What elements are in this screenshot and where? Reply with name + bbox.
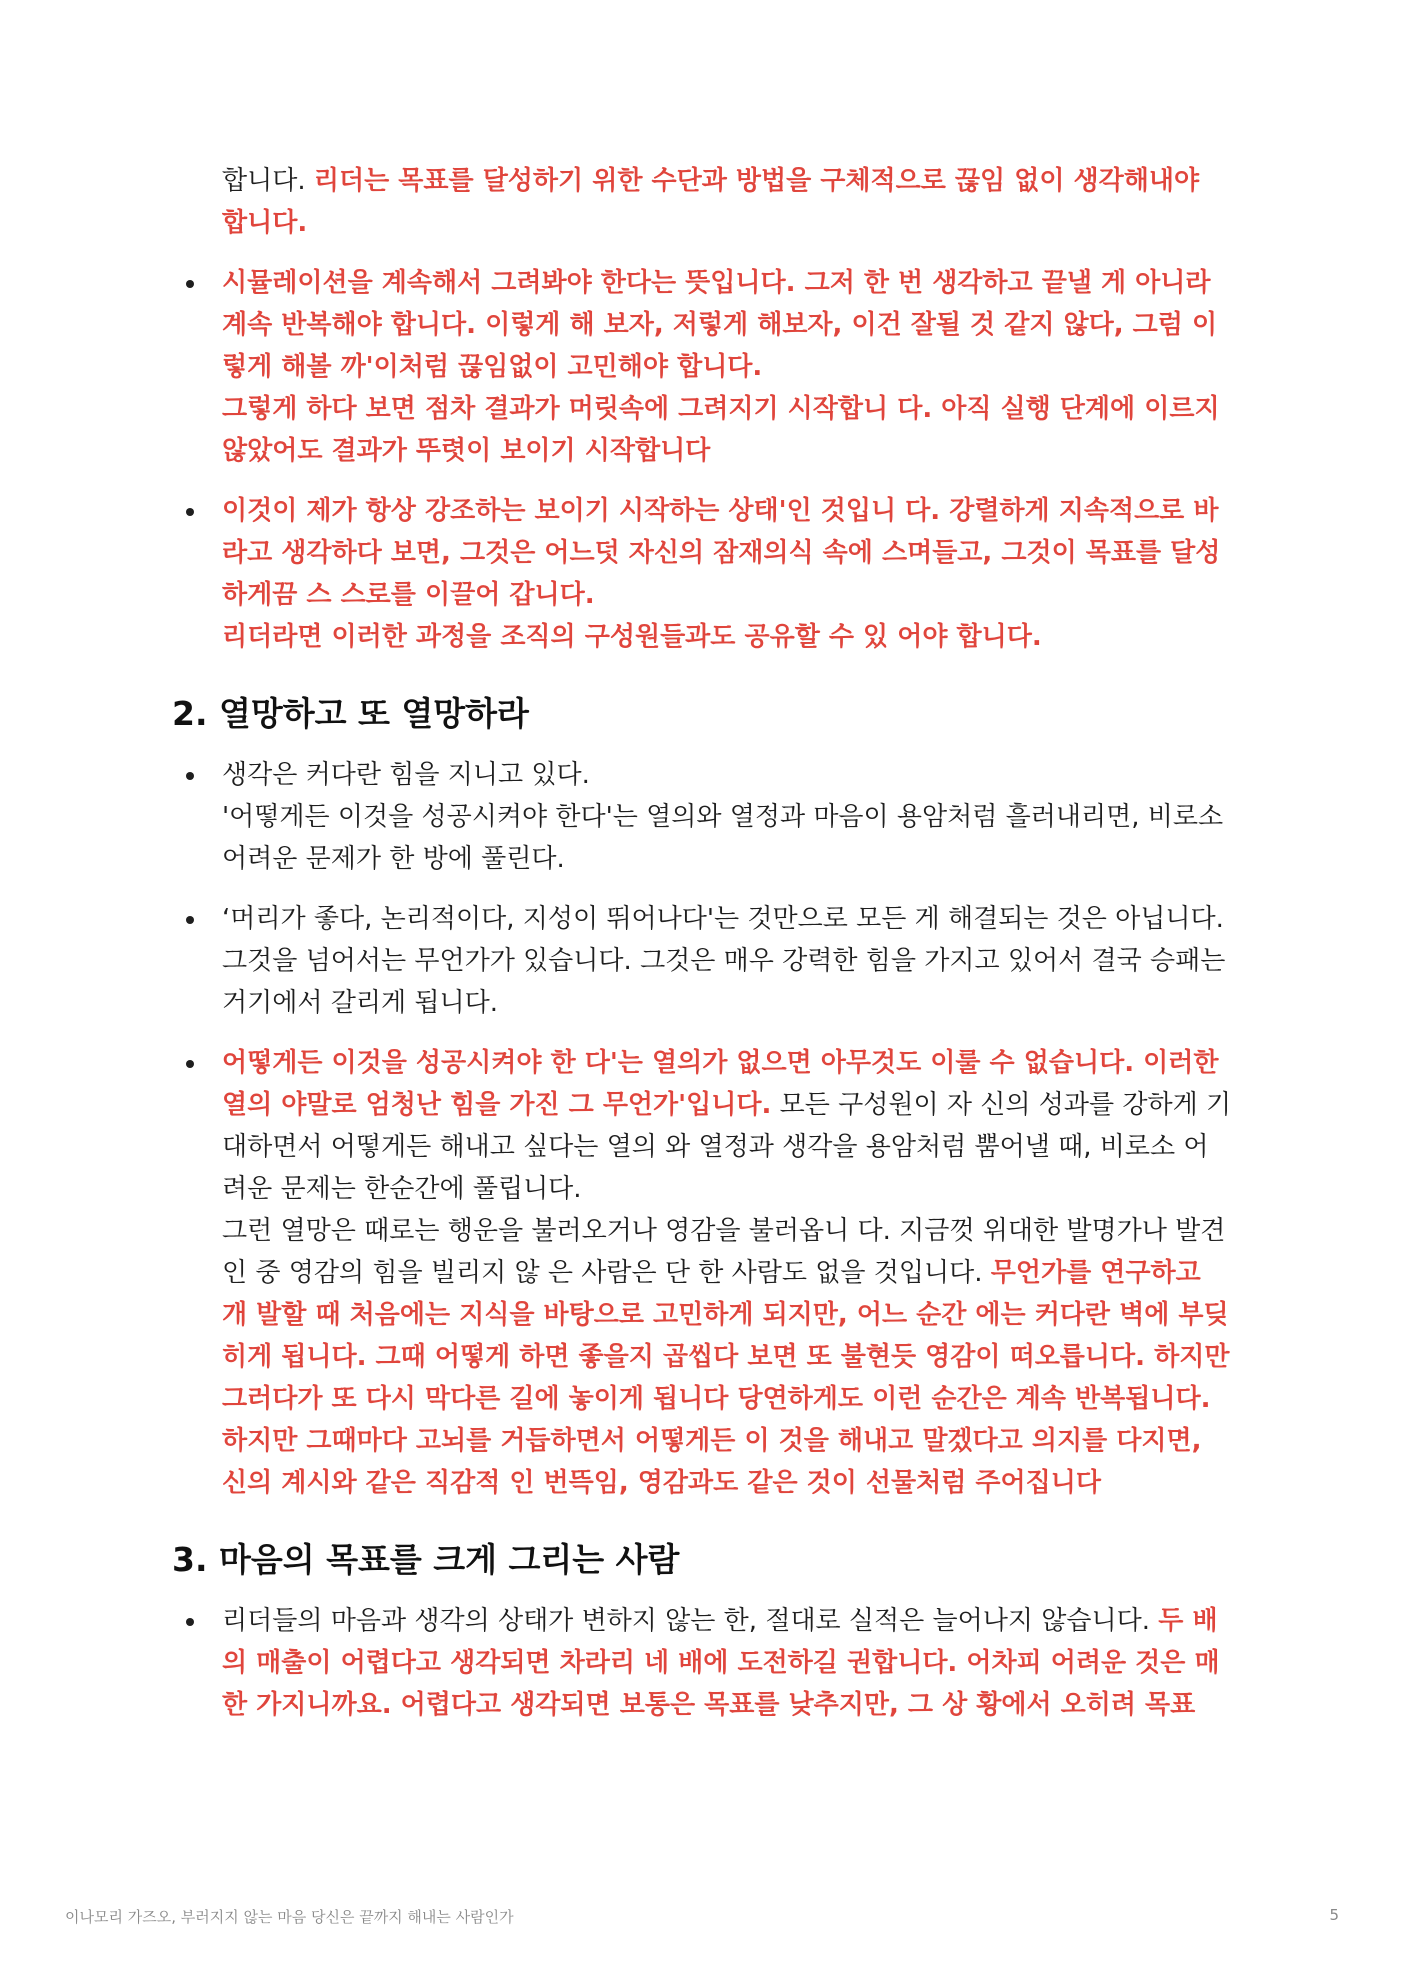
highlight-text: 이것이 제가 항상 강조하는 보이기 시작하는 상태'인 것입니 다. 강렬하게 지속적으로 바라고 생각하다 보면, 그것은 어느덧 자신의 잠재의식 속에 스며들고, 그것이 목표를 달성하게끔 스 스로를 이끌어 갑니다.: [222, 496, 1221, 610]
list-item: [172, 898, 1232, 1024]
section1-list: [172, 262, 1232, 658]
footer-book-title: 이나모리 가즈오, 부러지지 않는 마음 당신은 끝까지 해내는 사람인가: [65, 1908, 514, 1926]
highlight-text: 두 배의 매출이 어렵다고 생각되면 차라리 네 배에 도전하길 권합니다. 어차피 어려운 것은 매 한 가지니까요. 어렵다고 생각되면 보통은 목표를 낮추지만, 그 상 황에서 오히려 목표: [222, 1606, 1220, 1720]
intro-plain-text: 합니다.: [222, 166, 314, 196]
list-item: [172, 754, 1232, 880]
section2-list: [172, 754, 1232, 1504]
intro-highlight-text: 리더는 목표를 달성하기 위한 수단과 방법을 구체적으로 끊임 없이 생각해내야 합니다.: [222, 166, 1200, 238]
body-text: 그런 열망은 때로는 행운을 불러오거나 영감을 불러옵니 다. 지금껏 위대한 발명가나 발견인 중 영감의 힘을 빌리지 않 은 사람은 단 한 사람도 없을 것입니다.: [222, 1216, 1226, 1288]
list-item: [172, 1600, 1232, 1726]
body-text: 생각은 커다란 힘을 지니고 있다.: [222, 760, 590, 790]
section3-list: [172, 1600, 1232, 1726]
section3-heading: 3. 마음의 목표를 크게 그리는 사람: [172, 1540, 680, 1579]
highlight-text: 시뮬레이션을 계속해서 그려봐야 한다는 뜻입니다. 그저 한 번 생각하고 끝낼 게 아니라 계속 반복해야 합니다. 이렇게 해 보자, 저렇게 해보자, 이건 잘될 것 같지 않다, 그럼 이렇게 해볼 까'이처럼 끊임없이 고민해야 합니다.: [222, 268, 1218, 382]
document-body: [172, 160, 1232, 1726]
body-text: '어떻게든 이것을 성공시켜야 한다'는 열의와 열정과 마음이 용암처럼 흘러내리면, 비로소 어려운 문제가 한 방에 풀린다.: [222, 802, 1224, 874]
list-item: [172, 262, 1232, 472]
body-text: 리더들의 마음과 생각의 상태가 변하지 않는 한, 절대로 실적은 늘어나지 않습니다.: [222, 1606, 1159, 1636]
highlight-text: 그렇게 하다 보면 점차 결과가 머릿속에 그려지기 시작합니 다. 아직 실행 단계에 이르지 않았어도 결과가 뚜렷이 보이기 시작합니다: [222, 394, 1220, 466]
list-item: [172, 1042, 1232, 1504]
highlight-text: 리더라면 이러한 과정을 조직의 구성원들과도 공유할 수 있 어야 합니다.: [222, 622, 1042, 652]
page-number: 5: [1329, 1906, 1339, 1924]
highlight-text: 어떻게든 이것을 성공시켜야 한 다'는 열의가 없으면 아무것도 이룰 수 없습니다. 이러한 열의 야말로 엄청난 힘을 가진 그 무언가'입니다.: [222, 1048, 1219, 1120]
body-text: ‘머리가 좋다, 논리적이다, 지성이 뛰어나다'는 것만으로 모든 게 해결되는 것은 아닙니다. 그것을 넘어서는 무언가가 있습니다. 그것은 매우 강력한 힘을 가지고 있어서 결국 승패는 거기에서 갈리게 됩니다.: [222, 904, 1226, 1018]
section2-heading: 2. 열망하고 또 열망하라: [172, 694, 529, 733]
highlight-text: 무언가를 연구하고 개 발할 때 처음에는 지식을 바탕으로 고민하게 되지만, 어느 순간 에는 커다란 벽에 부딪히게 됩니다. 그때 어떻게 하면 좋을지 곱씹다 보면 또 불현듯 영감이 떠오릅니다. 하지만 그러다가 또 다시 막다른 길에 놓이게 됩니다 당연하게도 이런 순간은 계속 반복됩니다. 하지만 그때마다 고뇌를 거듭하면서 어떻게든 이 것을 해내고 말겠다고 의지를 다지면, 신의 계시와 같은 직감적 인 번뜩임, 영감과도 같은 것이 선물처럼 주어집니다: [222, 1258, 1230, 1498]
intro-paragraph: [222, 160, 1232, 244]
list-item: [172, 490, 1232, 658]
body-text: 모든 구성원이 자 신의 성과를 강하게 기대하면서 어떻게든 해내고 싶다는 열의 와 열정과 생각을 용암처럼 뿜어낼 때, 비로소 어려운 문제는 한순간에 풀립니다.: [222, 1090, 1232, 1204]
